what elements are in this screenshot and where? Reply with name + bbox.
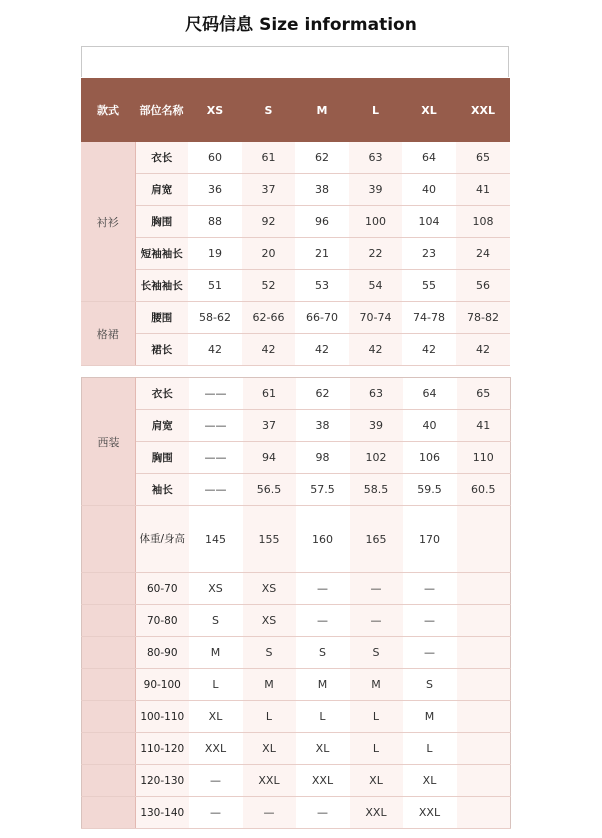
value-cell: 42 bbox=[295, 334, 349, 366]
suit-section bbox=[82, 378, 511, 506]
size-cell: S bbox=[189, 605, 243, 637]
value-cell: 36 bbox=[188, 174, 242, 206]
value-cell: 98 bbox=[296, 442, 350, 474]
value-cell: 42 bbox=[402, 334, 456, 366]
size-cell: — bbox=[296, 605, 350, 637]
table-row bbox=[82, 765, 511, 797]
weight-range-label: 120-130 bbox=[136, 765, 189, 797]
part-label: 长袖袖长 bbox=[135, 270, 188, 302]
size-cell: XL bbox=[403, 765, 457, 797]
weight-height-label: 体重/身高 bbox=[136, 506, 189, 573]
size-cell: L bbox=[189, 669, 243, 701]
size-cell: XXL bbox=[189, 733, 243, 765]
size-cell: XXL bbox=[403, 797, 457, 829]
value-cell: 56.5 bbox=[243, 474, 296, 506]
size-cell: — bbox=[403, 605, 457, 637]
blank-cell bbox=[82, 701, 136, 733]
blank-cell bbox=[82, 765, 136, 797]
blank-cell bbox=[457, 506, 511, 573]
table-row bbox=[82, 573, 511, 605]
value-cell: 88 bbox=[188, 206, 242, 238]
value-cell: 41 bbox=[457, 410, 511, 442]
size-cell: XL bbox=[296, 733, 350, 765]
value-cell: —— bbox=[189, 474, 243, 506]
table-row bbox=[81, 206, 510, 238]
blank-cell bbox=[457, 637, 511, 669]
size-cell: L bbox=[350, 733, 403, 765]
table-row bbox=[82, 733, 511, 765]
size-cell: S bbox=[296, 637, 350, 669]
value-cell: 60 bbox=[188, 142, 242, 174]
blank-banner bbox=[81, 46, 509, 77]
value-cell: 74-78 bbox=[402, 302, 456, 334]
value-cell: 42 bbox=[188, 334, 242, 366]
value-cell: 39 bbox=[350, 410, 403, 442]
part-label: 衣长 bbox=[135, 142, 188, 174]
value-cell: 110 bbox=[457, 442, 511, 474]
size-cell: — bbox=[189, 797, 243, 829]
value-cell: 62 bbox=[296, 378, 350, 410]
skirt-section bbox=[81, 302, 510, 366]
value-cell: 58-62 bbox=[188, 302, 242, 334]
weight-range-label: 60-70 bbox=[136, 573, 189, 605]
height-header-row bbox=[82, 506, 511, 573]
table-row bbox=[82, 442, 511, 474]
table-row bbox=[82, 797, 511, 829]
value-cell: 60.5 bbox=[457, 474, 511, 506]
size-cell: — bbox=[403, 573, 457, 605]
shirt-section bbox=[81, 142, 510, 302]
value-cell: 42 bbox=[456, 334, 510, 366]
value-cell: 21 bbox=[295, 238, 349, 270]
weight-range-label: 130-140 bbox=[136, 797, 189, 829]
weight-range-label: 110-120 bbox=[136, 733, 189, 765]
size-cell: XS bbox=[243, 573, 296, 605]
blank-cell bbox=[82, 506, 136, 573]
blank-cell bbox=[82, 573, 136, 605]
size-cell: S bbox=[403, 669, 457, 701]
size-table-bottom bbox=[81, 377, 511, 829]
value-cell: 106 bbox=[403, 442, 457, 474]
weight-range-label: 70-80 bbox=[136, 605, 189, 637]
value-cell: 102 bbox=[350, 442, 403, 474]
size-table-top bbox=[81, 78, 510, 366]
size-cell: L bbox=[243, 701, 296, 733]
blank-cell bbox=[457, 765, 511, 797]
size-cell: XXL bbox=[243, 765, 296, 797]
blank-cell bbox=[82, 797, 136, 829]
value-cell: 57.5 bbox=[296, 474, 350, 506]
size-cell: M bbox=[189, 637, 243, 669]
size-cell: — bbox=[243, 797, 296, 829]
value-cell: 41 bbox=[456, 174, 510, 206]
value-cell: 19 bbox=[188, 238, 242, 270]
size-cell: L bbox=[403, 733, 457, 765]
size-cell: XS bbox=[189, 573, 243, 605]
weight-range-label: 100-110 bbox=[136, 701, 189, 733]
size-cell: M bbox=[243, 669, 296, 701]
size-cell: M bbox=[403, 701, 457, 733]
size-header: XL bbox=[402, 78, 456, 142]
table-row bbox=[82, 605, 511, 637]
value-cell: 40 bbox=[402, 174, 456, 206]
part-label: 短袖袖长 bbox=[135, 238, 188, 270]
value-cell: 65 bbox=[456, 142, 510, 174]
value-cell: 65 bbox=[457, 378, 511, 410]
value-cell: 51 bbox=[188, 270, 242, 302]
value-cell: 58.5 bbox=[350, 474, 403, 506]
value-cell: 39 bbox=[349, 174, 402, 206]
size-cell: M bbox=[296, 669, 350, 701]
value-cell: 64 bbox=[402, 142, 456, 174]
table-row bbox=[82, 378, 511, 410]
weight-height-section bbox=[82, 506, 511, 829]
height-cell: 145 bbox=[189, 506, 243, 573]
blank-cell bbox=[457, 701, 511, 733]
value-cell: 94 bbox=[243, 442, 296, 474]
value-cell: 61 bbox=[243, 378, 296, 410]
size-cell: XXL bbox=[296, 765, 350, 797]
size-header: L bbox=[349, 78, 402, 142]
blank-cell bbox=[82, 669, 136, 701]
value-cell: 54 bbox=[349, 270, 402, 302]
value-cell: 56 bbox=[456, 270, 510, 302]
blank-cell bbox=[457, 669, 511, 701]
table-row bbox=[81, 270, 510, 302]
value-cell: 24 bbox=[456, 238, 510, 270]
blank-cell bbox=[457, 733, 511, 765]
value-cell: 53 bbox=[295, 270, 349, 302]
size-cell: — bbox=[296, 797, 350, 829]
category-cell: 西装 bbox=[82, 378, 136, 506]
part-label: 肩宽 bbox=[136, 410, 189, 442]
value-cell: 108 bbox=[456, 206, 510, 238]
part-header: 部位名称 bbox=[135, 78, 188, 142]
size-cell: XL bbox=[243, 733, 296, 765]
size-cell: M bbox=[350, 669, 403, 701]
value-cell: 23 bbox=[402, 238, 456, 270]
weight-range-label: 80-90 bbox=[136, 637, 189, 669]
table-row bbox=[81, 174, 510, 206]
category-cell: 格裙 bbox=[81, 302, 135, 366]
size-header: M bbox=[295, 78, 349, 142]
size-cell: — bbox=[296, 573, 350, 605]
size-cell: XL bbox=[189, 701, 243, 733]
value-cell: 92 bbox=[242, 206, 295, 238]
height-cell: 155 bbox=[243, 506, 296, 573]
size-cell: L bbox=[296, 701, 350, 733]
blank-cell bbox=[82, 605, 136, 637]
table-row bbox=[82, 701, 511, 733]
value-cell: 61 bbox=[242, 142, 295, 174]
part-label: 肩宽 bbox=[135, 174, 188, 206]
table-row bbox=[82, 637, 511, 669]
value-cell: 37 bbox=[242, 174, 295, 206]
value-cell: 20 bbox=[242, 238, 295, 270]
blank-cell bbox=[82, 637, 136, 669]
category-cell: 衬衫 bbox=[81, 142, 135, 302]
size-cell: — bbox=[403, 637, 457, 669]
table-row bbox=[81, 302, 510, 334]
value-cell: 59.5 bbox=[403, 474, 457, 506]
value-cell: 63 bbox=[350, 378, 403, 410]
size-cell: XS bbox=[243, 605, 296, 637]
value-cell: 64 bbox=[403, 378, 457, 410]
size-cell: S bbox=[350, 637, 403, 669]
part-label: 裙长 bbox=[135, 334, 188, 366]
size-cell: — bbox=[350, 573, 403, 605]
height-cell: 160 bbox=[296, 506, 350, 573]
height-cell: 170 bbox=[403, 506, 457, 573]
value-cell: 62-66 bbox=[242, 302, 295, 334]
value-cell: 42 bbox=[242, 334, 295, 366]
part-label: 衣长 bbox=[136, 378, 189, 410]
weight-range-label: 90-100 bbox=[136, 669, 189, 701]
size-cell: S bbox=[243, 637, 296, 669]
blank-cell bbox=[457, 605, 511, 637]
size-cell: XXL bbox=[350, 797, 403, 829]
value-cell: 52 bbox=[242, 270, 295, 302]
page-title: 尺码信息 Size information bbox=[185, 15, 417, 35]
size-cell: — bbox=[189, 765, 243, 797]
value-cell: 38 bbox=[296, 410, 350, 442]
value-cell: —— bbox=[189, 410, 243, 442]
size-header: S bbox=[242, 78, 295, 142]
value-cell: 37 bbox=[243, 410, 296, 442]
value-cell: 100 bbox=[349, 206, 402, 238]
part-label: 袖长 bbox=[136, 474, 189, 506]
value-cell: 42 bbox=[349, 334, 402, 366]
size-cell: — bbox=[350, 605, 403, 637]
style-header: 款式 bbox=[81, 78, 135, 142]
value-cell: 55 bbox=[402, 270, 456, 302]
table-row bbox=[81, 142, 510, 174]
blank-cell bbox=[82, 733, 136, 765]
blank-cell bbox=[457, 573, 511, 605]
value-cell: 22 bbox=[349, 238, 402, 270]
value-cell: 96 bbox=[295, 206, 349, 238]
table-row bbox=[81, 238, 510, 270]
size-header: XXL bbox=[456, 78, 510, 142]
value-cell: 63 bbox=[349, 142, 402, 174]
table-row bbox=[82, 474, 511, 506]
value-cell: 40 bbox=[403, 410, 457, 442]
header-row bbox=[81, 78, 510, 142]
size-cell: L bbox=[350, 701, 403, 733]
size-cell: XL bbox=[350, 765, 403, 797]
part-label: 胸围 bbox=[136, 442, 189, 474]
value-cell: 78-82 bbox=[456, 302, 510, 334]
value-cell: 66-70 bbox=[295, 302, 349, 334]
value-cell: 104 bbox=[402, 206, 456, 238]
table-row bbox=[82, 669, 511, 701]
value-cell: 38 bbox=[295, 174, 349, 206]
value-cell: 62 bbox=[295, 142, 349, 174]
value-cell: —— bbox=[189, 378, 243, 410]
value-cell: —— bbox=[189, 442, 243, 474]
height-cell: 165 bbox=[350, 506, 403, 573]
size-header: XS bbox=[188, 78, 242, 142]
part-label: 胸围 bbox=[135, 206, 188, 238]
part-label: 腰围 bbox=[135, 302, 188, 334]
value-cell: 70-74 bbox=[349, 302, 402, 334]
blank-cell bbox=[457, 797, 511, 829]
table-row bbox=[82, 410, 511, 442]
table-row bbox=[81, 334, 510, 366]
